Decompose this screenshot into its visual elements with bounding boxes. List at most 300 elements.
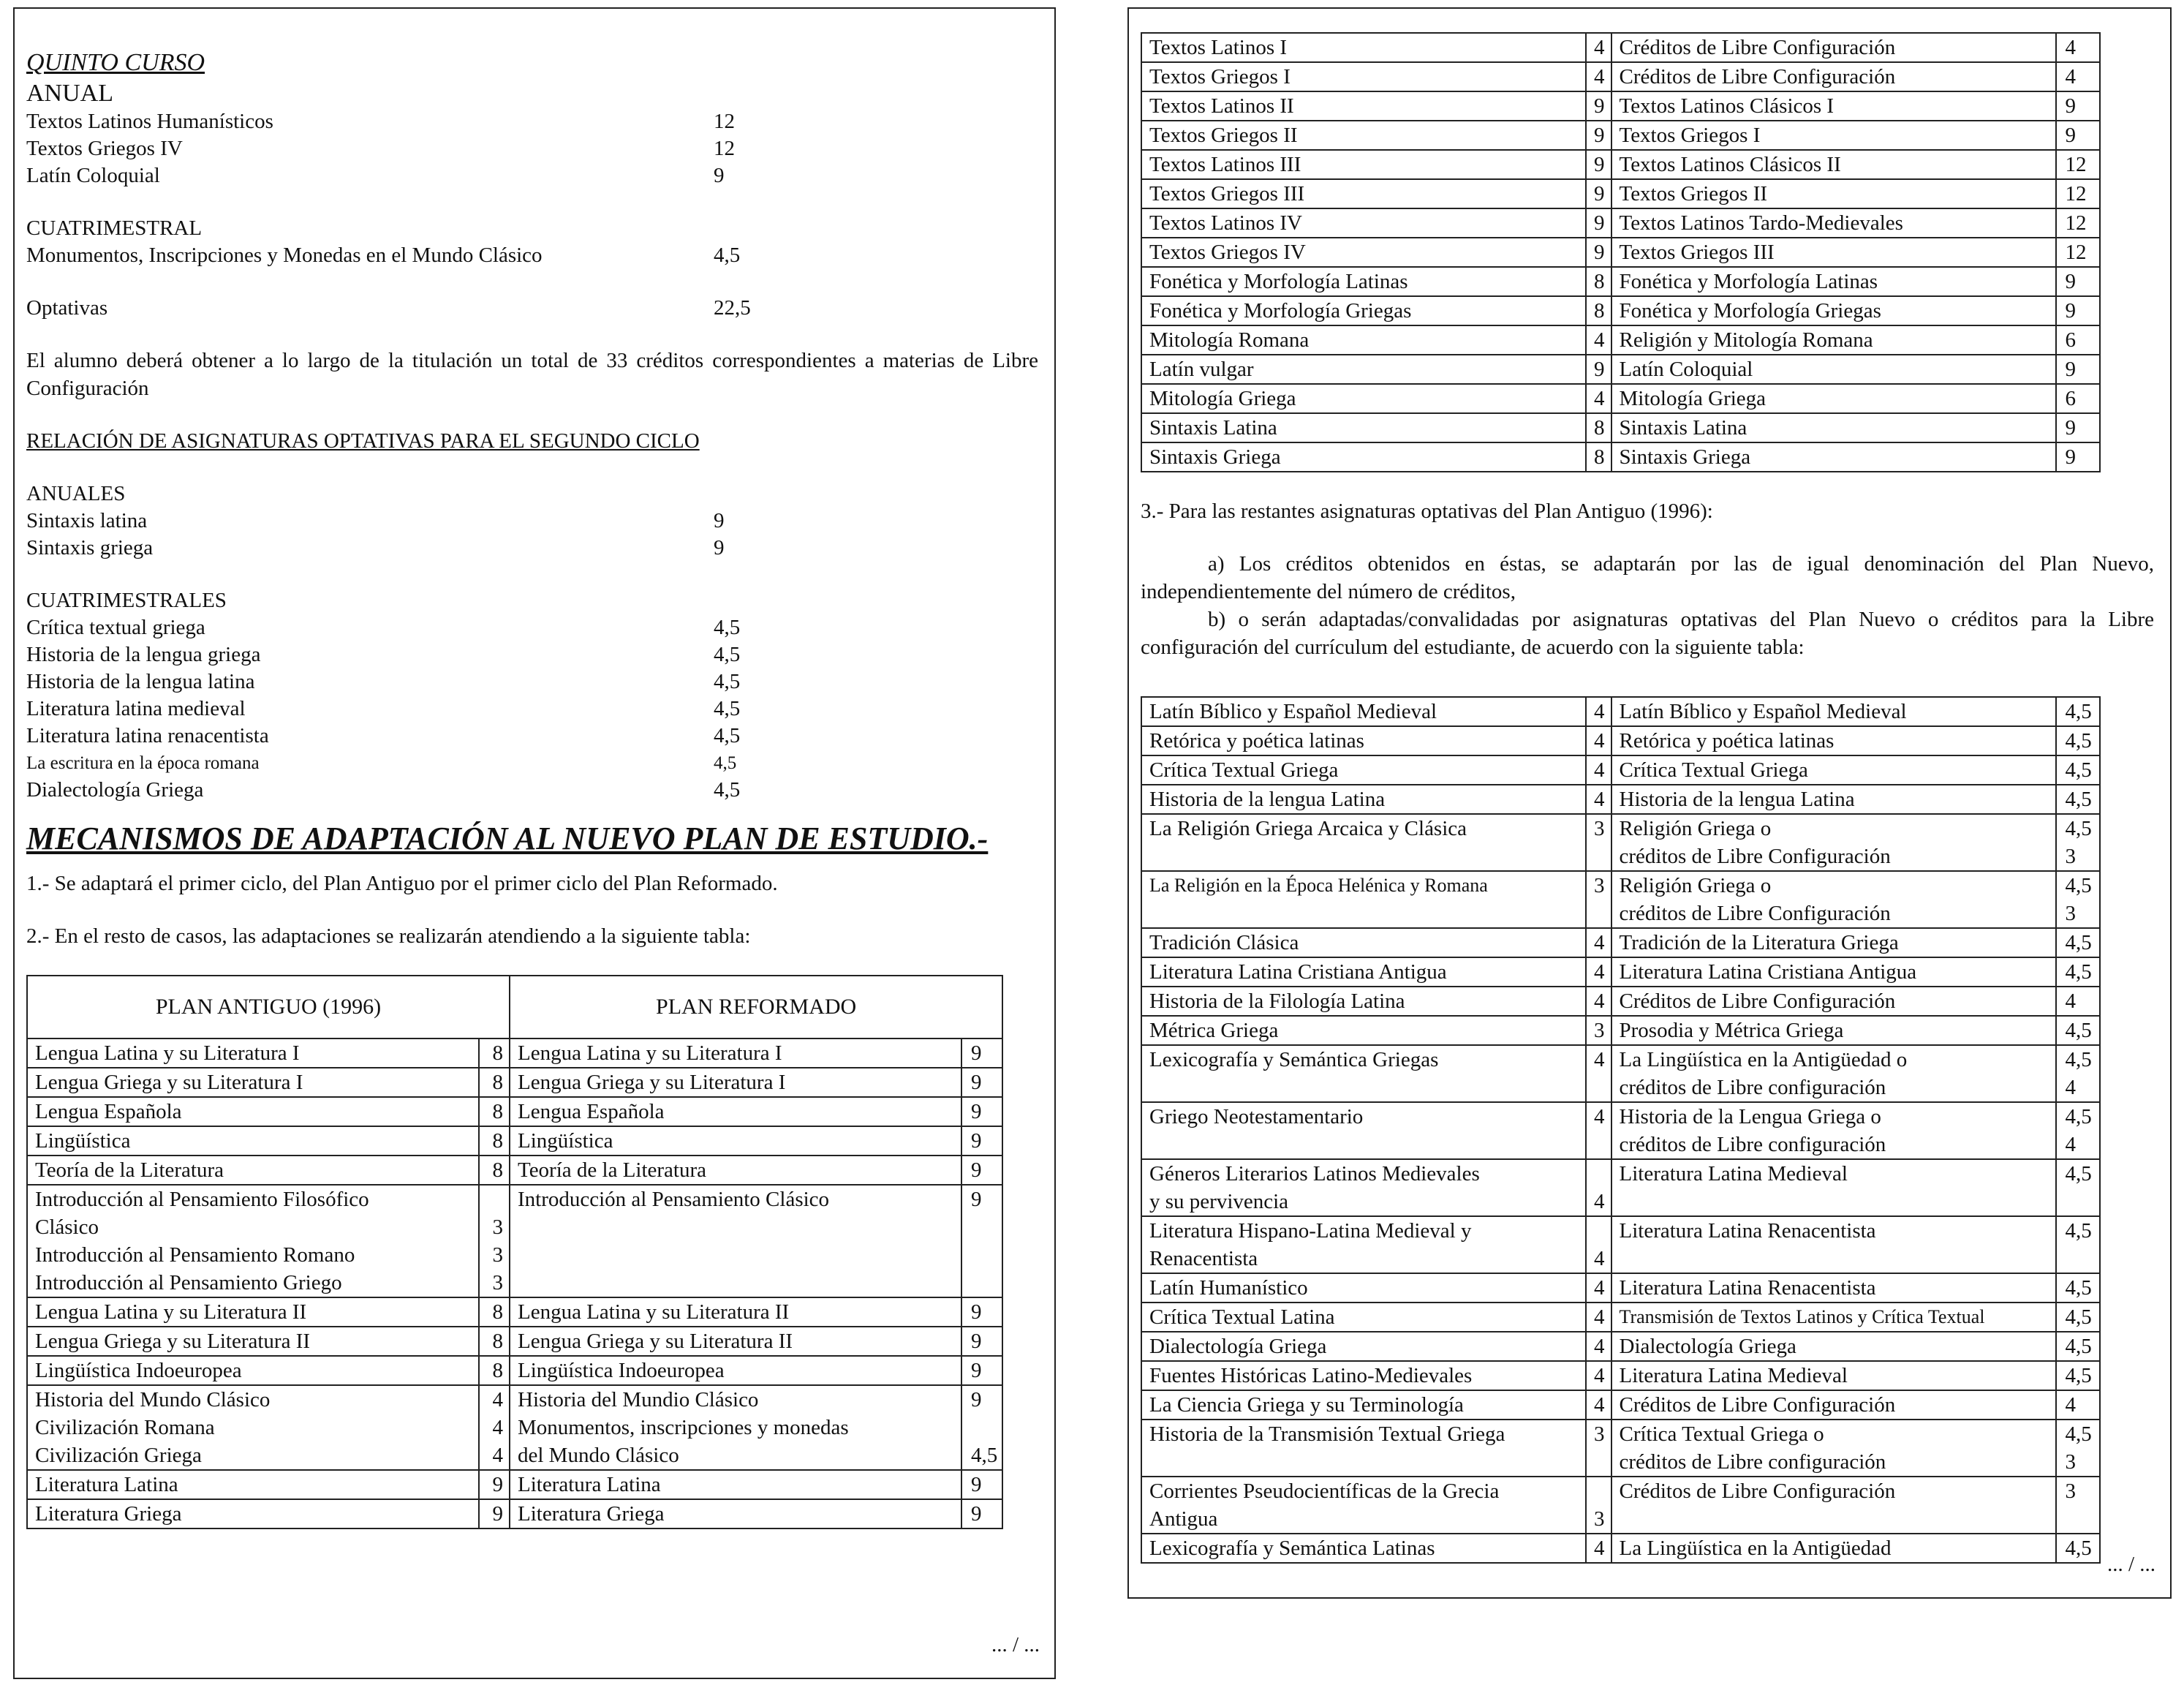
quinto-curso-title: QUINTO CURSO	[26, 49, 205, 76]
cell-line: 4,5	[2065, 874, 2092, 897]
point-1: 1.- Se adaptará el primer ciclo, del Plan Antiguo por el primer ciclo del Plan Reformado.	[26, 872, 778, 895]
cell-line: Clásico	[35, 1215, 99, 1239]
cell-line: Tradición de la Literatura Griega	[1619, 931, 1899, 954]
table-cell	[1611, 1361, 2056, 1390]
cuatrimestral-label: CUATRIMESTRAL	[26, 216, 203, 240]
table-cell	[479, 1185, 510, 1297]
cell-line: 9	[492, 1473, 503, 1496]
table-cell	[479, 1499, 510, 1528]
table-cell	[1141, 957, 1586, 987]
cell-line: 4,5	[2065, 931, 2092, 954]
cell-line: Corrientes Pseudocientíficas de la Grecia	[1149, 1479, 1500, 1503]
cell-line: Civilización Griega	[35, 1444, 202, 1467]
table-cell	[1586, 1361, 1611, 1390]
table-cell	[1141, 814, 1586, 871]
table-cell	[1586, 755, 1611, 785]
list-item	[26, 135, 1038, 162]
table-row	[1141, 1016, 2100, 1045]
table-cell: 4	[1586, 325, 1611, 355]
cell-line: Crítica Textual Latina	[1149, 1305, 1335, 1329]
table-cell: 9	[1586, 121, 1611, 150]
table-cell	[1611, 928, 2056, 957]
table-cell: 6	[2056, 325, 2100, 355]
list-item	[26, 777, 1038, 804]
table-cell	[27, 1068, 479, 1097]
adaptation-table	[26, 975, 1003, 1529]
optativas-adaptation-table-body	[1141, 697, 2100, 1563]
table-row	[1141, 91, 2100, 121]
table-row	[27, 1038, 1002, 1068]
point-3: 3.- Para las restantes asignaturas optativas del Plan Antiguo (1996):	[1141, 500, 1713, 523]
cell-line: Latín Bíblico y Español Medieval	[1619, 700, 1907, 723]
table-cell: 9	[1586, 238, 1611, 267]
list-item	[26, 108, 1038, 135]
table-cell	[1611, 1273, 2056, 1303]
table-cell	[2056, 1273, 2100, 1303]
cell-line: Lengua Española	[35, 1100, 182, 1123]
table-cell: 4	[2056, 62, 2100, 91]
table-cell	[1586, 785, 1611, 814]
right-page	[1127, 7, 2172, 1599]
table-cell: Fonética y Morfología Griegas	[1611, 296, 2056, 325]
cell-line: 3	[2065, 845, 2076, 868]
table-cell	[961, 1297, 1002, 1327]
table-cell	[479, 1470, 510, 1499]
cell-line: 4	[1594, 788, 1605, 811]
table-cell	[2056, 928, 2100, 957]
anuales-list	[26, 508, 1038, 562]
anual-list	[26, 108, 1038, 189]
cell-line: Literatura Latina Renacentista	[1619, 1276, 1876, 1300]
cell-line	[1594, 1477, 1605, 1505]
adaptation-table-continued	[1141, 32, 2101, 472]
table-cell	[1586, 1332, 1611, 1361]
cell-line: 9	[971, 1330, 982, 1353]
table-cell	[1141, 1102, 1586, 1159]
cell-line: Literatura Latina Cristiana Antigua	[1619, 960, 1917, 984]
cell-line: 4	[1594, 700, 1605, 723]
cell-line: 8	[492, 1359, 503, 1382]
cell-line: 4,5	[2065, 1305, 2092, 1329]
table-cell	[479, 1097, 510, 1126]
cell-line: 4	[1594, 729, 1605, 753]
table-row	[1141, 325, 2100, 355]
cell-line: Crítica Textual Griega o	[1619, 1422, 1824, 1446]
table-cell	[510, 1097, 961, 1126]
table-cell	[2056, 814, 2100, 871]
cell-line: La Lingüística en la Antigüedad o	[1619, 1048, 1908, 1071]
table-row	[1141, 208, 2100, 238]
table-row	[1141, 1361, 2100, 1390]
cell-line: 3	[1594, 874, 1605, 897]
table-cell	[1141, 755, 1586, 785]
table-cell	[1141, 1273, 1586, 1303]
table-cell: 9	[1586, 179, 1611, 208]
table-cell	[1586, 697, 1611, 726]
table-row	[1141, 296, 2100, 325]
table-cell: Textos Griegos I	[1141, 62, 1586, 91]
table-row	[1141, 726, 2100, 755]
cell-line: créditos de Libre Configuración	[1619, 902, 1891, 925]
cell-line: créditos de Libre configuración	[1619, 1450, 1886, 1474]
point-3b: b) o serán adaptadas/convalidadas por asignaturas optativas del Plan Nuevo o créditos para la Libre configuración del currículum del estudiante, de acuerdo con la siguiente tabla:	[1141, 608, 2154, 659]
table-cell: Sintaxis Griega	[1611, 442, 2056, 472]
table-row	[1141, 384, 2100, 413]
cell-line: 9	[971, 1100, 982, 1123]
table-cell	[1141, 928, 1586, 957]
table-cell	[510, 1470, 961, 1499]
cell-line: Lengua Griega y su Literatura II	[35, 1330, 311, 1353]
table-cell: Textos Latinos Tardo-Medievales	[1611, 208, 2056, 238]
table-cell	[479, 1385, 510, 1470]
table-cell: Textos Latinos Clásicos I	[1611, 91, 2056, 121]
table-cell	[1141, 871, 1586, 928]
table-cell: Textos Griegos I	[1611, 121, 2056, 150]
table-cell: 9	[1586, 91, 1611, 121]
table-cell	[1586, 871, 1611, 928]
adaptation-table-continued-body	[1141, 33, 2100, 472]
cell-line: Literatura Latina	[35, 1473, 178, 1496]
table-row	[1141, 1420, 2100, 1477]
cell-line: Lengua Latina y su Literatura II	[518, 1300, 790, 1324]
table-cell	[1586, 1016, 1611, 1045]
table-cell	[1611, 957, 2056, 987]
list-item-name: Sintaxis latina	[26, 509, 148, 532]
cell-line: Historia de la Lengua Griega o	[1619, 1105, 1881, 1128]
cell-line: 4,5	[2065, 758, 2092, 782]
cell-line: Literatura Griega	[35, 1502, 182, 1526]
list-item-name: Historia de la lengua griega	[26, 643, 261, 666]
cell-line: 9	[971, 1502, 982, 1526]
table-cell: 6	[2056, 384, 2100, 413]
cell-line: Lengua Española	[518, 1100, 665, 1123]
table-cell	[2056, 1361, 2100, 1390]
table-row	[1141, 987, 2100, 1016]
cell-line: Lengua Griega y su Literatura I	[518, 1071, 786, 1094]
cell-line: 9	[971, 1388, 982, 1411]
table-cell: 8	[1586, 296, 1611, 325]
table-cell	[1611, 1102, 2056, 1159]
cell-line: 9	[971, 1071, 982, 1094]
table-cell: Textos Latinos IV	[1141, 208, 1586, 238]
table-cell	[27, 1185, 479, 1297]
table-row	[1141, 1534, 2100, 1563]
table-cell	[961, 1038, 1002, 1068]
table-cell: 4	[2056, 33, 2100, 62]
table-row	[1141, 1390, 2100, 1420]
cell-line: 4,5	[2065, 1537, 2092, 1560]
cell-line: 4,5	[2065, 960, 2092, 984]
cell-line: 4	[1594, 1305, 1605, 1329]
table-cell: 9	[2056, 355, 2100, 384]
table-cell: Mitología Griega	[1141, 384, 1586, 413]
list-item	[26, 750, 1038, 777]
cell-line: Historia de la lengua Latina	[1149, 788, 1386, 811]
cell-line: Créditos de Libre Configuración	[1619, 1479, 1896, 1503]
relacion-optativas-title: RELACIÓN DE ASIGNATURAS OPTATIVAS PARA EL SEGUNDO CICLO	[26, 429, 700, 453]
optativas-adaptation-table	[1141, 696, 2101, 1564]
page-continuation-mark: ... / ...	[991, 1633, 1040, 1656]
table-cell: Sintaxis Griega	[1141, 442, 1586, 472]
cell-line: 9	[492, 1502, 503, 1526]
table-cell	[961, 1356, 1002, 1385]
table-cell: 12	[2056, 150, 2100, 179]
list-item-credits: 4,5	[714, 616, 741, 639]
table-cell	[1611, 785, 2056, 814]
table-cell	[2056, 1159, 2100, 1216]
table-cell	[510, 1185, 961, 1297]
cell-line: 8	[492, 1158, 503, 1182]
table-cell	[479, 1327, 510, 1356]
cell-line: Lingüística Indoeuropea	[35, 1359, 242, 1382]
list-item-credits: 4,5	[714, 753, 737, 773]
list-item-credits: 4,5	[714, 724, 741, 747]
table-cell	[27, 1385, 479, 1470]
table-cell: 4	[1586, 384, 1611, 413]
cell-line: 4,5	[2065, 1019, 2092, 1042]
table-row	[1141, 1273, 2100, 1303]
table-cell	[2056, 726, 2100, 755]
table-cell	[1586, 1159, 1611, 1216]
list-item	[26, 508, 1038, 535]
table-cell	[510, 1156, 961, 1185]
list-item-credits: 4,5	[714, 244, 741, 267]
optativas-label: Optativas	[26, 296, 108, 320]
table-cell	[1611, 1159, 2056, 1216]
table-cell: Latín Coloquial	[1611, 355, 2056, 384]
table-cell	[961, 1185, 1002, 1297]
cell-line: 4	[1594, 1276, 1605, 1300]
cell-line: Lengua Latina y su Literatura I	[35, 1041, 300, 1065]
list-item	[26, 696, 1038, 723]
table-cell	[1586, 1045, 1611, 1102]
cell-line: 4,5	[2065, 1219, 2092, 1243]
cell-line: Crítica Textual Griega	[1149, 758, 1339, 782]
cell-line: Prosodia y Métrica Griega	[1619, 1019, 1844, 1042]
table-cell	[2056, 957, 2100, 987]
table-cell: Textos Griegos II	[1141, 121, 1586, 150]
table-row	[1141, 697, 2100, 726]
cell-line: 3	[2065, 1479, 2076, 1503]
table-cell	[479, 1356, 510, 1385]
table-cell	[961, 1156, 1002, 1185]
table-cell	[27, 1499, 479, 1528]
optativas-line	[26, 294, 1038, 322]
table-row	[1141, 1045, 2100, 1102]
table-cell	[510, 1068, 961, 1097]
cell-line: 4,5	[2065, 1105, 2092, 1128]
table-cell: Textos Griegos III	[1141, 179, 1586, 208]
table-cell	[1141, 1332, 1586, 1361]
adaptation-table-body	[27, 1038, 1002, 1528]
cell-line: Antigua	[1149, 1507, 1218, 1531]
table-cell	[1586, 814, 1611, 871]
table-head-old: PLAN ANTIGUO (1996)	[27, 976, 510, 1038]
list-item	[26, 242, 1038, 269]
point-3a: a) Los créditos obtenidos en éstas, se adaptarán por las de igual denominación del Plan Nuevo, independientemente del número de créditos,	[1141, 552, 2154, 603]
table-cell: Créditos de Libre Configuración	[1611, 62, 2056, 91]
cell-line: Transmisión de Textos Latinos y Crítica Textual	[1619, 1306, 1985, 1327]
cell-line: Introducción al Pensamiento Clásico	[518, 1188, 830, 1211]
table-cell	[27, 1126, 479, 1156]
table-cell	[27, 1297, 479, 1327]
table-cell: 8	[1586, 413, 1611, 442]
cell-line: Literatura Latina	[518, 1473, 661, 1496]
cell-line: Historia del Mundio Clásico	[518, 1388, 759, 1411]
cell-line: 4	[492, 1416, 503, 1439]
table-cell	[1611, 1216, 2056, 1273]
cell-line: Literatura Hispano-Latina Medieval y	[1149, 1219, 1472, 1243]
cell-line: 9	[971, 1129, 982, 1153]
cell-line: 9	[971, 1473, 982, 1496]
table-cell	[1586, 928, 1611, 957]
cell-line: Lingüística	[518, 1129, 613, 1153]
table-cell	[2056, 1332, 2100, 1361]
table-row	[1141, 62, 2100, 91]
cell-line: Literatura Latina Renacentista	[1619, 1219, 1876, 1243]
list-item-name: La escritura en la época romana	[26, 753, 260, 773]
table-cell	[510, 1297, 961, 1327]
list-item-credits: 9	[714, 536, 725, 559]
cell-line: Latín Bíblico y Español Medieval	[1149, 700, 1437, 723]
table-cell: Textos Latinos III	[1141, 150, 1586, 179]
table-cell: 9	[2056, 267, 2100, 296]
table-cell: Textos Latinos II	[1141, 91, 1586, 121]
cell-line: Lengua Griega y su Literatura II	[518, 1330, 793, 1353]
table-cell: Mitología Griega	[1611, 384, 2056, 413]
cell-line: Historia de la lengua Latina	[1619, 788, 1855, 811]
table-row	[1141, 928, 2100, 957]
cell-line: La Lingüística en la Antigüedad	[1619, 1537, 1892, 1560]
table-cell: Sintaxis Latina	[1611, 413, 2056, 442]
table-row	[1141, 267, 2100, 296]
list-item-credits: 12	[714, 110, 735, 133]
libre-configuracion-paragraph: El alumno deberá obtener a lo largo de la titulación un total de 33 créditos correspondientes a materias de Libre Configuración	[26, 349, 1038, 400]
cell-line: 4	[2065, 1133, 2076, 1156]
cell-line: Métrica Griega	[1149, 1019, 1279, 1042]
table-cell: 12	[2056, 238, 2100, 267]
cell-line: 9	[971, 1300, 982, 1324]
cell-line	[971, 1414, 997, 1441]
table-cell	[1141, 1477, 1586, 1534]
table-cell	[961, 1097, 1002, 1126]
table-row	[1141, 1102, 2100, 1159]
cell-line: 8	[492, 1330, 503, 1353]
table-cell	[1141, 1361, 1586, 1390]
cell-line: Literatura Griega	[518, 1502, 665, 1526]
list-item	[26, 162, 1038, 189]
cell-line: 8	[492, 1041, 503, 1065]
cell-line: 8	[492, 1071, 503, 1094]
table-cell: 9	[2056, 442, 2100, 472]
table-cell	[27, 1356, 479, 1385]
table-cell	[510, 1126, 961, 1156]
cell-line: 4	[1594, 1190, 1605, 1213]
cell-line: Religión Griega o	[1619, 874, 1772, 897]
cell-line: 4	[1594, 1247, 1605, 1270]
table-cell	[1611, 987, 2056, 1016]
cell-line: y su pervivencia	[1149, 1190, 1289, 1213]
table-cell: 4	[1586, 62, 1611, 91]
cell-line: 4,5	[2065, 788, 2092, 811]
table-cell	[2056, 1102, 2100, 1159]
list-item-credits: 4,5	[714, 697, 741, 720]
table-cell	[961, 1068, 1002, 1097]
cell-line: 8	[492, 1100, 503, 1123]
table-cell	[510, 1356, 961, 1385]
table-cell	[510, 1499, 961, 1528]
table-cell	[1141, 726, 1586, 755]
cell-line: 3	[1594, 817, 1605, 840]
table-row	[1141, 355, 2100, 384]
cell-line: Monumentos, inscripciones y monedas	[518, 1416, 849, 1439]
table-row	[27, 1327, 1002, 1356]
cell-line: Retórica y poética latinas	[1619, 729, 1835, 753]
point-2: 2.- En el resto de casos, las adaptaciones se realizarán atendiendo a la siguiente tabla:	[26, 924, 751, 948]
list-item	[26, 535, 1038, 562]
table-cell	[1586, 1420, 1611, 1477]
table-row	[27, 1097, 1002, 1126]
table-cell	[1611, 1534, 2056, 1563]
list-item-credits: 4,5	[714, 643, 741, 666]
list-item	[26, 723, 1038, 750]
cell-line: Introducción al Pensamiento Filosófico	[35, 1188, 369, 1211]
table-cell	[1586, 957, 1611, 987]
table-row	[1141, 785, 2100, 814]
cell-line: 4	[1594, 1393, 1605, 1417]
cell-line: Crítica Textual Griega	[1619, 758, 1808, 782]
cell-line: 4,5	[2065, 1048, 2092, 1071]
table-cell	[1586, 726, 1611, 755]
table-cell: 9	[2056, 121, 2100, 150]
table-cell	[479, 1156, 510, 1185]
table-cell	[1611, 1390, 2056, 1420]
table-cell	[1611, 1045, 2056, 1102]
cuatrimestral-list	[26, 242, 1038, 269]
optativas-credits: 22,5	[714, 296, 751, 320]
list-item-name: Textos Latinos Humanísticos	[26, 110, 273, 133]
table-cell	[961, 1470, 1002, 1499]
cell-line: 3	[492, 1215, 503, 1239]
table-cell	[27, 1327, 479, 1356]
table-cell	[1141, 1045, 1586, 1102]
cell-line: Tradición Clásica	[1149, 931, 1299, 954]
list-item-credits: 4,5	[714, 778, 741, 802]
cell-line: 3	[1594, 1019, 1605, 1042]
table-cell: 4	[1586, 33, 1611, 62]
cell-line: 4	[1594, 1105, 1605, 1128]
anuales-label: ANUALES	[26, 482, 126, 505]
list-item-credits: 9	[714, 164, 725, 187]
table-row	[1141, 413, 2100, 442]
cell-line: 3	[2065, 902, 2076, 925]
list-item-credits: 9	[714, 509, 725, 532]
table-cell	[2056, 1303, 2100, 1332]
list-item-name: Crítica textual griega	[26, 616, 205, 639]
table-cell	[2056, 1477, 2100, 1534]
table-cell	[2056, 1420, 2100, 1477]
table-cell	[1141, 1216, 1586, 1273]
table-cell	[510, 1327, 961, 1356]
cell-line: La Religión en la Época Helénica y Romana	[1149, 875, 1488, 896]
table-row	[1141, 238, 2100, 267]
table-cell	[1611, 871, 2056, 928]
cell-line: Lexicografía y Semántica Griegas	[1149, 1048, 1439, 1071]
cell-line: Literatura Latina Medieval	[1619, 1162, 1848, 1185]
page-continuation-mark-right: ... / ...	[2106, 1553, 2155, 1576]
table-row	[27, 1470, 1002, 1499]
anual-label: ANUAL	[26, 80, 113, 107]
